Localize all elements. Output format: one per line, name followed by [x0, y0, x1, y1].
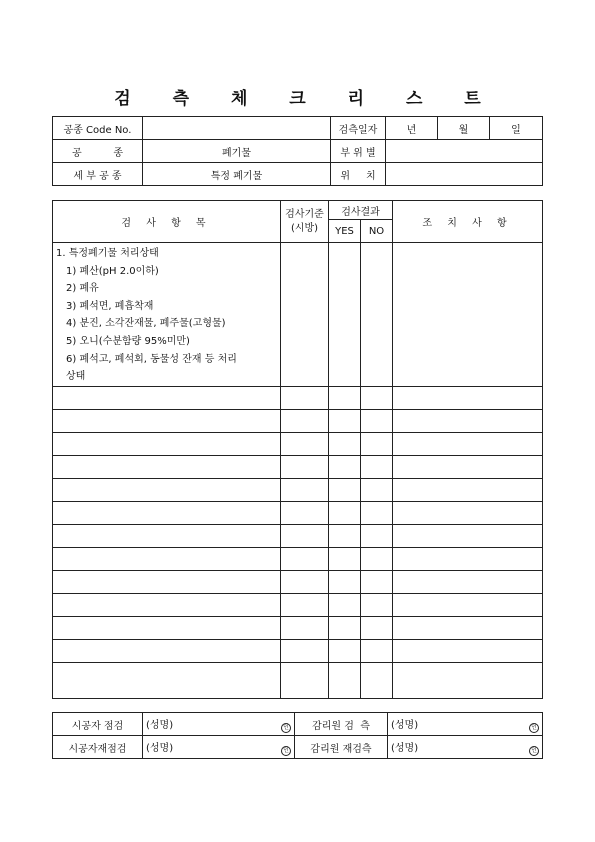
table-row — [53, 662, 543, 698]
signature-row-second — [53, 736, 543, 759]
item-5: 5) 오니(수분함량 95%미만) — [66, 335, 190, 347]
header-row-work-type — [53, 140, 543, 163]
yes-column-header: YES — [329, 220, 361, 243]
contractor-name-label: (성명) — [146, 719, 174, 731]
inspection-header-row — [53, 201, 543, 220]
no-cell[interactable] — [361, 243, 393, 387]
item-1: 1) 폐산(pH 2.0이하) — [66, 265, 159, 277]
work-type-value[interactable]: 폐기물 — [143, 140, 331, 163]
contractor-check-label: 시공자 점검 — [53, 713, 143, 736]
criteria-cell[interactable] — [281, 243, 329, 387]
code-value-cell[interactable] — [143, 117, 331, 140]
seal-icon: 인 — [529, 723, 539, 733]
header-table — [52, 116, 543, 186]
table-row — [53, 593, 543, 616]
table-row — [53, 432, 543, 455]
supervisor-inspection-signature[interactable] — [388, 713, 543, 736]
table-row — [53, 455, 543, 478]
item-4: 4) 분진, 소각잔재물, 폐주물(고형물) — [66, 318, 226, 330]
date-day-label: 일 — [490, 117, 543, 140]
supervisor-reinspection-label: 감리원 재검측 — [295, 736, 388, 759]
items-column-header: 검 사 항 목 — [53, 201, 281, 243]
item-3: 3) 폐석면, 폐흡착재 — [66, 300, 154, 312]
criteria-header-line1: 검사기준 — [285, 208, 324, 220]
table-row — [53, 616, 543, 639]
detail-work-value[interactable]: 특정 폐기물 — [143, 163, 331, 186]
seal-icon: 인 — [529, 746, 539, 756]
result-column-header: 검사결과 — [329, 201, 393, 220]
item-heading: 1. 특정폐기물 처리상태 — [56, 248, 159, 259]
inspection-table — [52, 200, 543, 699]
blank-rows — [53, 386, 543, 698]
item-2: 2) 폐유 — [66, 283, 99, 295]
table-row — [53, 570, 543, 593]
inspection-item-row — [53, 243, 543, 387]
action-column-header: 조 치 사 항 — [393, 201, 543, 243]
page-title: 검 측 체 크 리 스 트 — [114, 89, 499, 109]
criteria-header-line2: (시방) — [290, 222, 319, 234]
item-6-line1: 6) 폐석고, 폐석회, 동물성 잔재 등 처리 — [66, 353, 237, 365]
code-label: 공종 Code No. — [53, 117, 143, 140]
header-row-detail — [53, 163, 543, 186]
criteria-column-header — [281, 201, 329, 243]
yes-cell[interactable] — [329, 243, 361, 387]
signature-table — [52, 712, 543, 759]
part-label: 부 위 별 — [331, 140, 386, 163]
contractor-recheck-signature[interactable] — [143, 736, 295, 759]
item-6-line2: 상태 — [66, 371, 86, 383]
seal-icon: 인 — [281, 746, 291, 756]
contractor-check-signature[interactable] — [143, 713, 295, 736]
table-row — [53, 501, 543, 524]
supervisor-reinspection-signature[interactable] — [388, 736, 543, 759]
contractor-recheck-label: 시공자재점검 — [53, 736, 143, 759]
inspection-items-cell — [53, 243, 281, 387]
table-row — [53, 639, 543, 662]
detail-work-label: 세 부 공 종 — [53, 163, 143, 186]
table-row — [53, 547, 543, 570]
table-row — [53, 386, 543, 409]
contractor-recheck-name-label: (성명) — [146, 742, 174, 754]
table-row — [53, 478, 543, 501]
location-value-cell[interactable] — [386, 163, 543, 186]
table-row — [53, 409, 543, 432]
no-column-header: NO — [361, 220, 393, 243]
supervisor-reinspection-name-label: (성명) — [391, 742, 419, 754]
table-row — [53, 524, 543, 547]
supervisor-name-label: (성명) — [391, 719, 419, 731]
seal-icon: 인 — [281, 723, 291, 733]
supervisor-inspection-label: 감리원 검 측 — [295, 713, 388, 736]
part-value-cell[interactable] — [386, 140, 543, 163]
date-year-label: 년 — [386, 117, 438, 140]
signature-row-first — [53, 713, 543, 736]
action-cell[interactable] — [393, 243, 543, 387]
location-label: 위 치 — [331, 163, 386, 186]
work-type-label: 공 종 — [53, 140, 143, 163]
date-month-label: 월 — [438, 117, 490, 140]
header-row-code — [53, 117, 543, 140]
inspection-date-label: 검측일자 — [331, 117, 386, 140]
